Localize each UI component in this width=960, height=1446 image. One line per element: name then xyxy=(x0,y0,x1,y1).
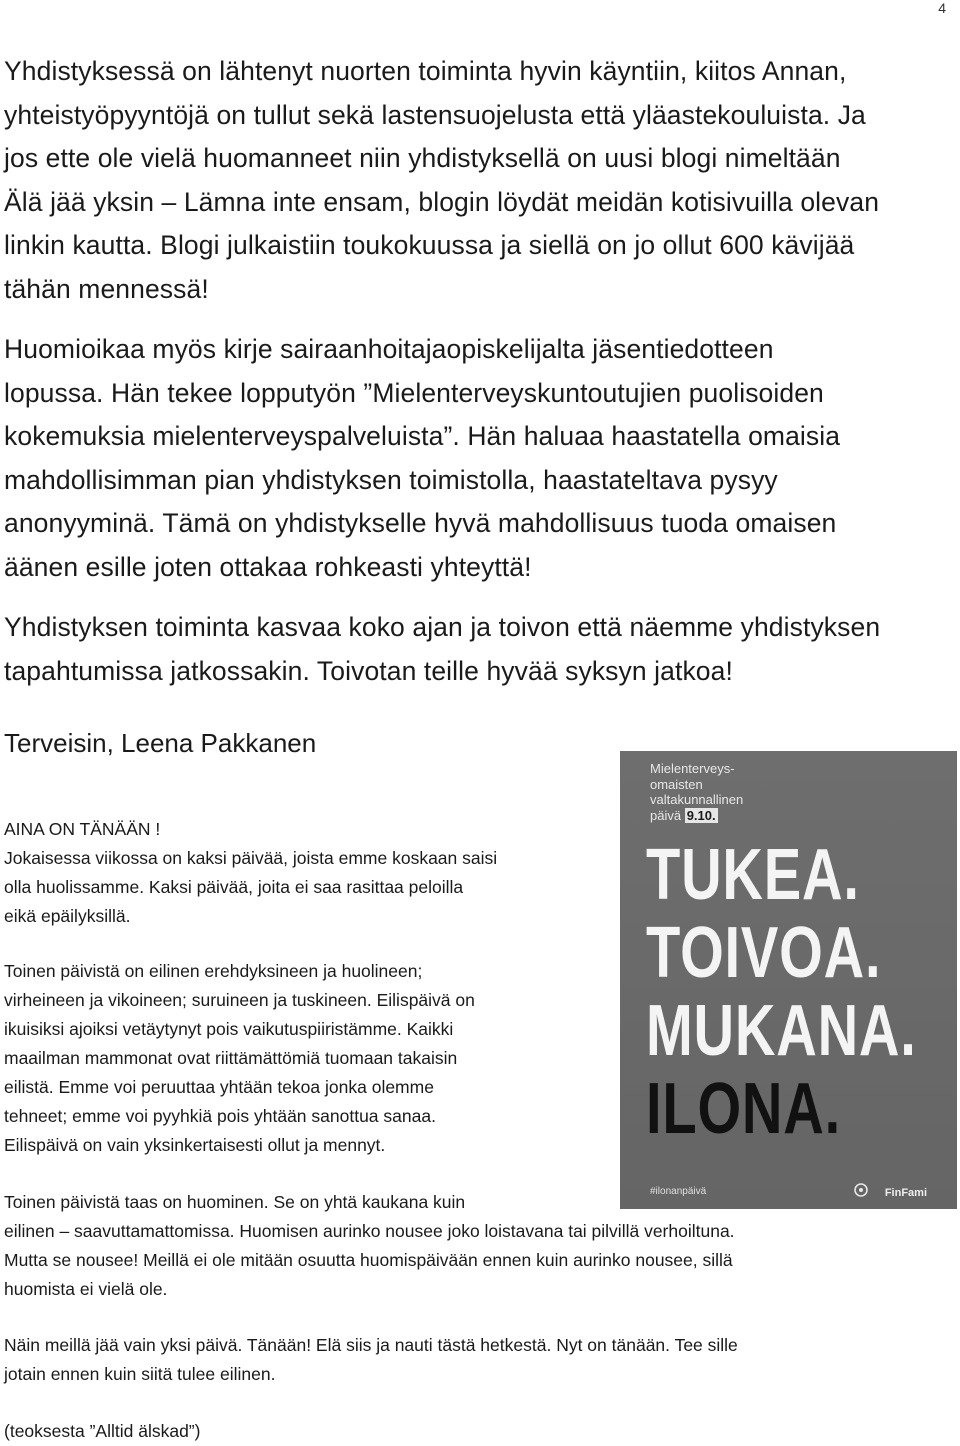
poster-slogan-mukana: MUKANA. xyxy=(646,991,917,1071)
paragraph-student-letter: Huomioikaa myös kirje sairaanhoitajaopiskelijalta jäsentiedotteen lopussa. Hän tekee lopputyön ”Mielenterveyskuntoutujien puolisoiden kokemuksia mielenterveyspalveluista”. Hän haluaa haastatella omaisia mahdollisimman pian yhdistyksen toimistolla, haastateltava pysyy anonyyminä. Tämä on yhdistykselle hyvä mahdollisuus tuoda omaisen äänen esille joten ottakaa rohkeasti yhteyttä! xyxy=(4,334,841,582)
poster-slogan-toivoa: TOIVOA. xyxy=(646,913,882,993)
poster-hashtag: #ilonanpäivä xyxy=(650,1186,707,1197)
greeting-signature: Terveisin, Leena Pakkanen xyxy=(4,728,317,758)
page-number: 4 xyxy=(938,0,946,16)
poster-slogan-tukea: TUKEA. xyxy=(646,835,860,915)
poster-subtitle: Mielenterveys- omaisten valtakunnallinen päivä 9.10. xyxy=(650,761,744,823)
poem-block-1: Jokaisessa viikossa on kaksi päivää, joista emme koskaan saisi olla huolissamme. Kaksi päivää, joita ei saa rasittaa peloilla eikä epäilyksillä. xyxy=(4,848,498,926)
poster-slogan-ilona: ILONA. xyxy=(646,1069,841,1149)
poem-block-3: Toinen päivistä taas on huominen. Se on yhtä kaukana kuin eilinen – saavuttamattomissa. Huomisen aurinko nousee joko loistavana tai pilvillä verhoiltuna. Mutta se nousee! Meillä ei ole mitään osuutta huomispäivään ennen kuin aurinko nousee, sillä huomista ei vielä ole. xyxy=(4,1192,735,1299)
paragraph-youth-activities: Yhdistyksessä on lähtenyt nuorten toiminta hyvin käyntiin, kiitos Annan, yhteistyöpyyntöjä on tullut sekä lastensuojelusta että yläastekouluista. Ja jos ette ole vielä huomanneet niin yhdistyksellä on uusi blogi nimeltään Älä jää yksin – Lämna inte ensam, blogin löydät meidän kotisivuilla olevan linkin kautta. Blogi julkaistiin toukokuussa ja siellä on jo ollut 600 kävijää tähän mennessä! xyxy=(4,56,880,304)
poster-date: 9.10. xyxy=(686,807,716,823)
poem-title: AINA ON TÄNÄÄN ! xyxy=(4,819,161,839)
event-poster xyxy=(620,751,957,1209)
paragraph-closing: Yhdistyksen toiminta kasvaa koko ajan ja toivon että näemme yhdistyksen tapahtumissa jatkossakin. Toivotan teille hyvää syksyn jatkoa! xyxy=(4,612,881,686)
poem-block-4: Näin meillä jää vain yksi päivä. Tänään! Elä siis ja nauti tästä hetkestä. Nyt on tänään. Tee sille jotain ennen kuin siitä tulee eilinen. xyxy=(4,1335,738,1384)
poster-logo-finfami: FinFami xyxy=(884,1187,927,1199)
poem-block-2: Toinen päivistä on eilinen erehdyksineen ja huolineen; virheineen ja vikoineen; suruineen ja tuskineen. Eilispäivä on ikuisiksi ajoiksi vetäytynyt pois vaikutuspiiristämme. Kaikki maailman mammonat ovat riittämättömiä tuomaan takaisin eilistä. Emme voi peruuttaa yhtään tekoa jonka olemme tehneet; emme voi pyyhkiä pois yhtään sanottua sanaa. Eilispäivä on vain yksinkertaisesti ollut ja mennyt. xyxy=(4,961,475,1155)
poster-emblem-icon xyxy=(853,1183,869,1197)
poem-source: (teoksesta ”Alltid älskad”) xyxy=(4,1421,201,1441)
main-text xyxy=(4,50,954,693)
